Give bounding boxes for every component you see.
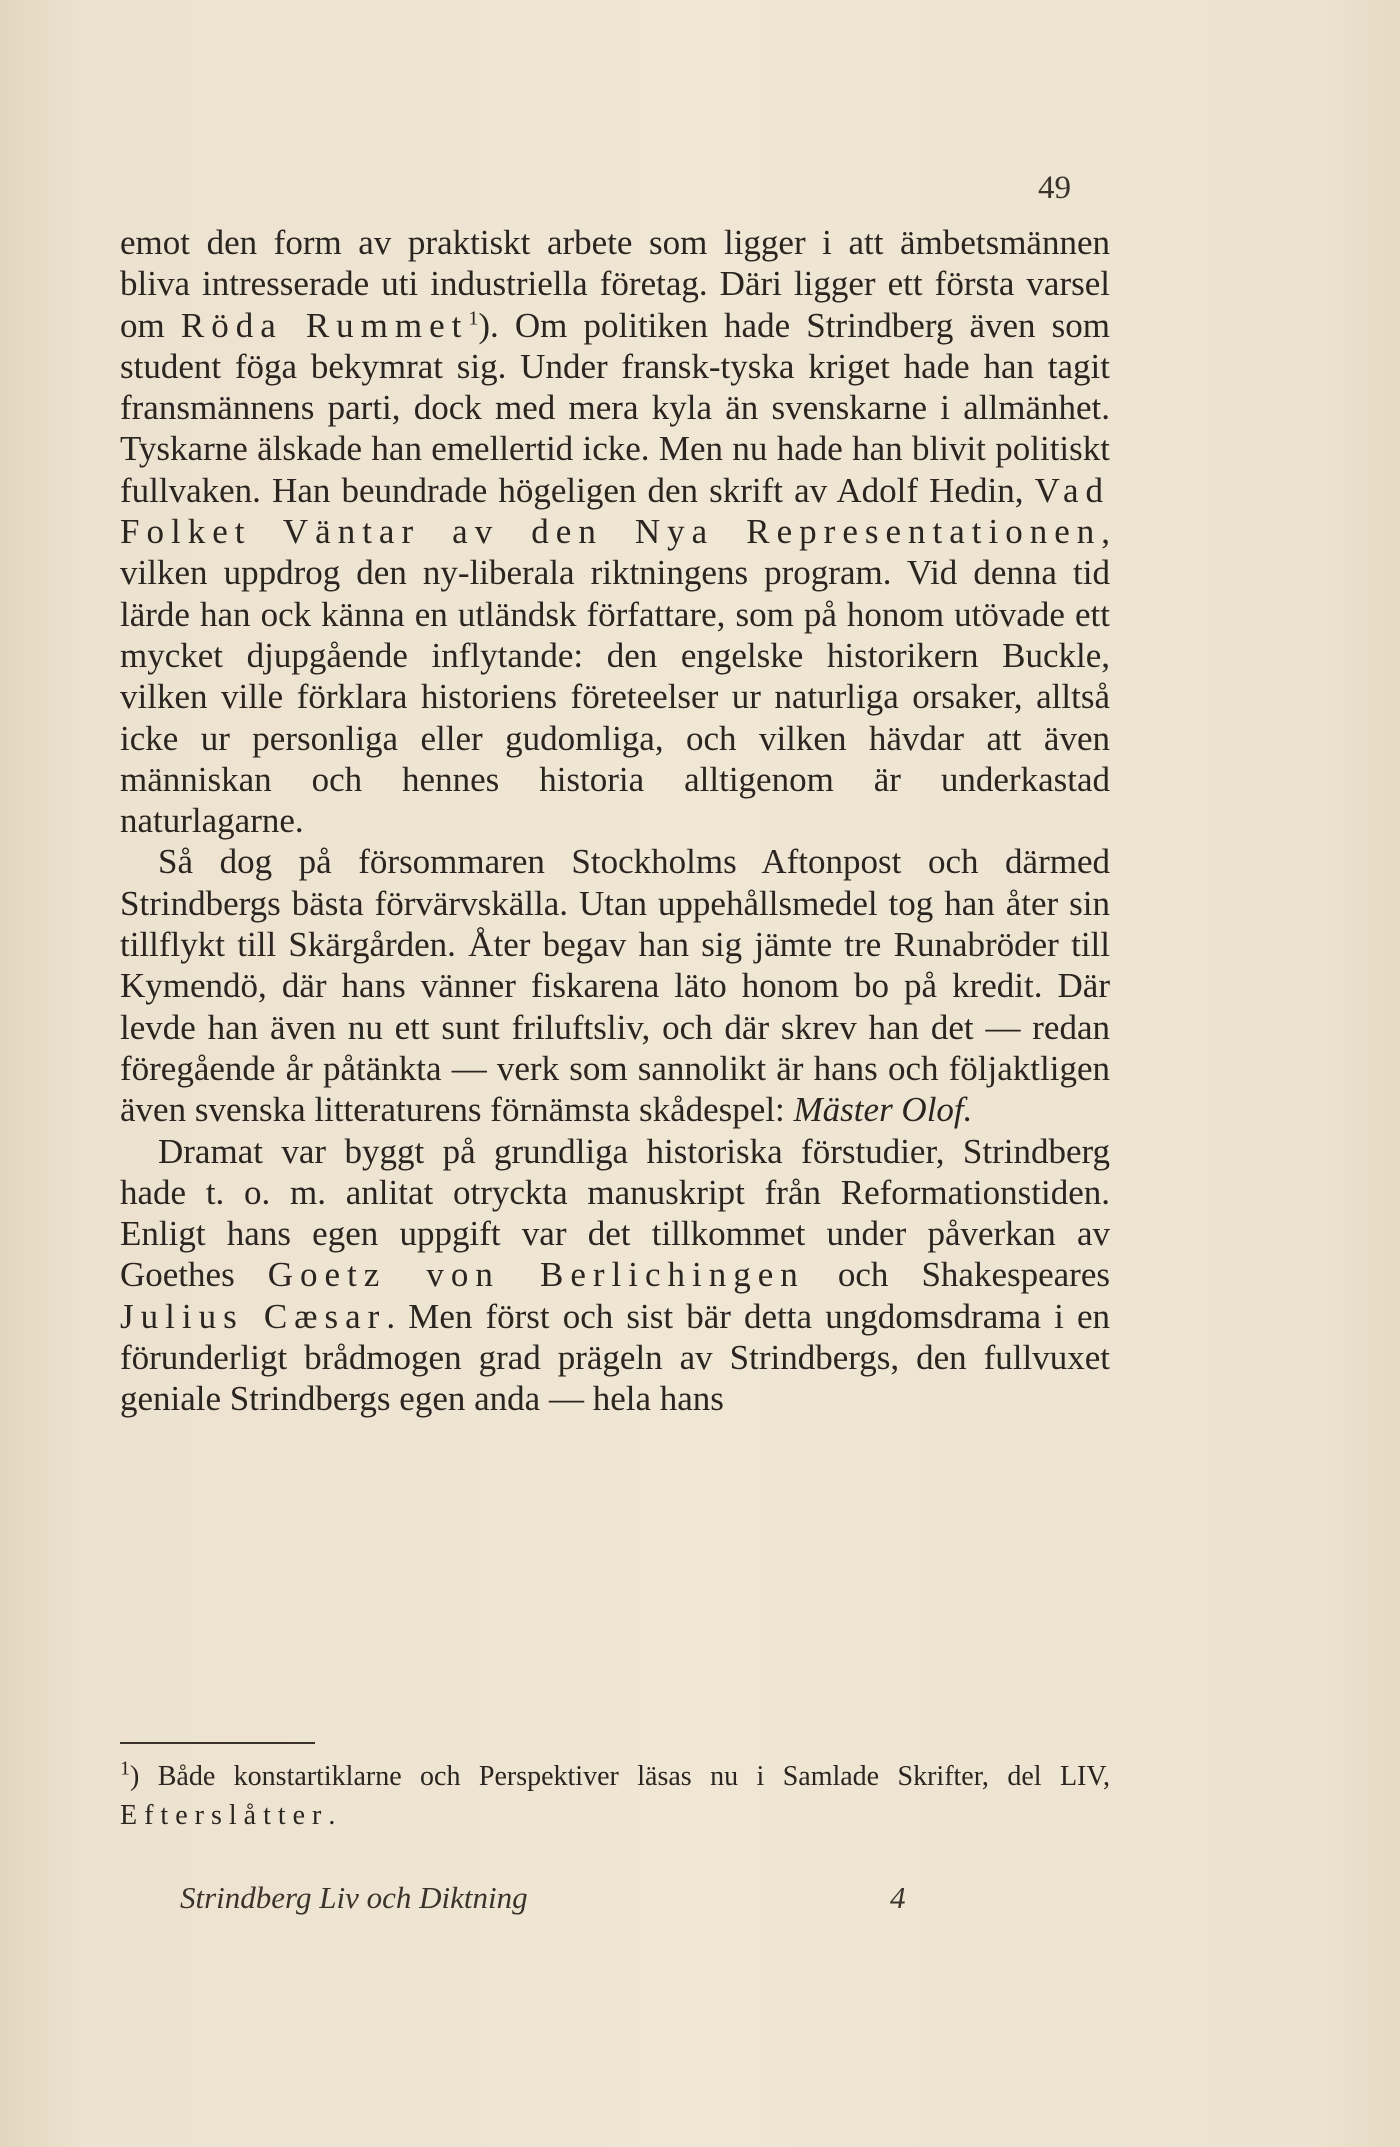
signature-mark: 4 <box>890 1880 906 1915</box>
body-text <box>120 222 1110 1420</box>
text-run: Dramat var byggt på grundliga historiska förstudier, Strindberg hade t. o. m. anlitat otryckta manuskript från Reformationstiden. Enligt hans egen uppgift var det tillkommet under påverkan av Goethes <box>120 1131 1110 1295</box>
text-run: Så dog på försommaren Stockholms Aftonpost och därmed Strindbergs bästa förvärvskälla. Utan uppehållsmedel tog han åter sin tillflykt till Skärgården. Åter begav han sig jämte tre Runabröder till Kymendö, där hans vänner fiskarena läto honom bo på kredit. Där levde han även nu ett sunt friluftsliv, och där skrev han det — redan föregående år påtänkta — verk som sannolikt är hans och följaktligen även svenska litteraturens förnämsta skådespel: <box>120 842 1110 1130</box>
footnote-text: ) Både konstartiklarne och Perspektiver läsas nu i Samlade Skrifter, del LIV, <box>130 1761 1110 1792</box>
page-number: 49 <box>1038 170 1071 206</box>
footnote-end: . <box>328 1800 336 1831</box>
text-run: . Men först och sist bär detta ungdomsdrama i en förunderligt brådmogen grad prägeln av Strindbergs, den fullvuxet geniale Strindbergs egen anda — hela hans <box>120 1296 1110 1419</box>
footnote-ref: 1 <box>468 306 479 329</box>
text-run: , vilken uppdrog den ny-liberala riktningens program. Vid denna tid lärde han ock känna en utländsk författare, som på honom utövade ett mycket djupgående inflytande: den engelske historikern Buckle, vilken ville förklara historiens företeelser ur naturliga orsaker, alltså icke ur personliga eller gudomliga, och vilken hävdar att även människan och hennes historia alltigenom är underkastad naturlagarne. <box>120 512 1110 841</box>
paragraph <box>120 222 1110 841</box>
footnote <box>120 1757 1110 1835</box>
running-footer-title: Strindberg Liv och Diktning <box>180 1880 528 1915</box>
spaced-title: Julius Cæsar <box>120 1296 387 1336</box>
spaced-title: Goetz von Berlichingen <box>267 1255 805 1295</box>
footnote-title: Efterslåtter <box>120 1800 329 1831</box>
footnote-divider <box>120 1742 315 1744</box>
italic-title: Mäster Olof. <box>793 1090 973 1130</box>
paragraph <box>120 1131 1110 1420</box>
footnote-marker: 1 <box>120 1757 130 1780</box>
text-run: och Shakespeares <box>804 1255 1110 1295</box>
spaced-title: Röda Rummet <box>180 305 469 345</box>
spaced-title: Vad Folket Väntar av den Nya Representationen <box>120 470 1110 552</box>
text-run: emot den form av praktiskt arbete som ligger i att ämbetsmännen bliva intresserade uti industriella företag. Däri ligger ett första varsel om <box>120 223 1110 345</box>
paragraph <box>120 841 1110 1130</box>
text-run: ). Om politiken hade Strindberg även som student föga bekymrat sig. Under fransk-tyska kriget hade han tagit fransmännens parti, dock med mera kyla än svenskarne i allmänhet. Tyskarne älskade han emellertid icke. Men nu hade han blivit politiskt fullvaken. Han beundrade högeligen den skrift av Adolf Hedin, <box>120 305 1110 510</box>
